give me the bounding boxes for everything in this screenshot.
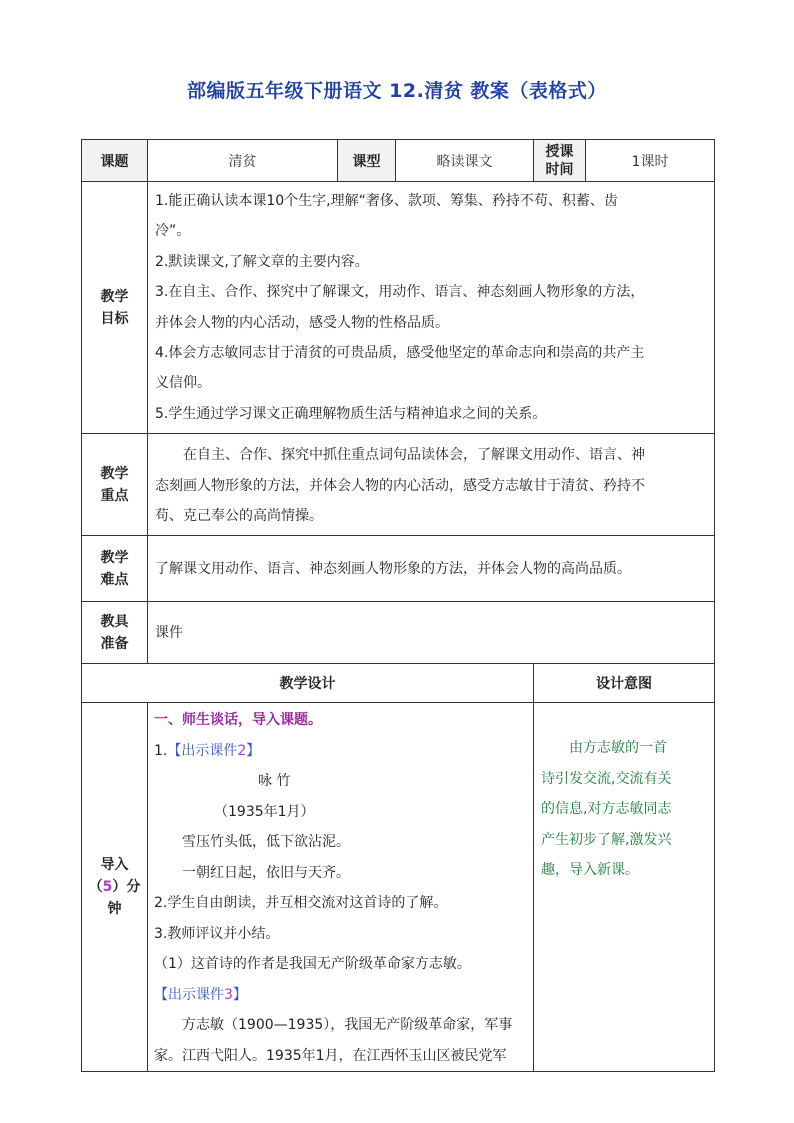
section-label-line3: 钟 [107,901,122,918]
intent-line: 由方志敏的一首 [569,740,667,757]
intent-line: 趣，导入新课。 [541,862,639,879]
goal-line: 冷”。 [155,223,191,240]
courseware-bracket: 】 [232,986,247,1003]
difficulties-content: 了解课文用动作、语言、神态刻画人物形象的方法，并体会人物的高尚品质。 [148,536,715,602]
design-header-row [82,664,715,703]
difficulties-row [82,536,715,602]
page-title: 部编版五年级下册语文 12.清贫 教案（表格式） [187,80,607,102]
difficulties-label-line1: 教学 [100,549,129,566]
topic-label: 课题 [82,140,148,182]
key-point-line: 在自主、合作、探究中抓住重点词句品读体会，了解课文用动作、语言、神 [183,447,645,464]
section-label-line2 [82,876,147,898]
courseware-number: 2 [237,742,247,759]
key-point-line: 苟、克己奉公的高尚情操。 [155,508,323,525]
tools-label-line1: 教具 [100,613,129,630]
design-line: 方志敏（1900—1935），我国无产阶级革命家，军事 [182,1017,513,1034]
design-line: 家。江西弋阳人。1935年1月，在江西怀玉山区被民党军 [154,1047,507,1064]
goal-line: 1.能正确认读本课10个生字,理解“奢侈、款项、筹集、矜持不苟、积蓄、齿 [155,193,618,209]
goal-line: 4.体会方志敏同志甘于清贫的可贵品质，感受他坚定的革命志向和崇高的共产主 [155,345,645,362]
topic-value: 清贫 [148,140,338,182]
section-label-line1: 导入 [100,857,129,874]
goals-row [82,182,715,434]
goal-line: 义信仰。 [155,375,211,392]
time-label-line1: 授课 [545,143,574,160]
key-point-line: 态刻画人物形象的方法，并体会人物的内心活动，感受方志敏甘于清贫、矜持不 [155,477,645,494]
section-minutes: 5 [102,879,113,896]
time-value: 1课时 [586,140,715,182]
intent-line: 诗引发交流,交流有关 [541,770,672,787]
poem-line: 雪压竹头低，低下欲沾泥。 [182,834,350,851]
intent-content [534,703,715,1072]
design-line [154,736,527,767]
lesson-plan-table [81,139,715,1072]
key-points-label-line2: 重点 [100,487,129,504]
type-value: 略读课文 [396,140,534,182]
header-row [82,140,715,182]
type-label: 课型 [338,140,396,182]
poem-line: 一朝红日起，依旧与天齐。 [182,864,350,881]
design-line: （1）这首诗的作者是我国无产阶级革命家方志敏。 [154,956,471,973]
intent-line: 产生初步了解,激发兴 [541,831,672,848]
difficulties-label [82,536,148,602]
courseware-link[interactable]: 【出示课件 [154,986,224,1003]
key-points-label [82,434,148,536]
difficulties-label-line2: 难点 [100,571,129,588]
goals-label-line2: 目标 [100,310,129,327]
intent-header: 设计意图 [534,664,715,703]
intent-line: 的信息,对方志敏同志 [541,801,672,818]
key-points-row [82,434,715,536]
goals-content [148,182,715,434]
goal-line: 5.学生通过学习课文正确理解物质生活与精神追求之间的关系。 [155,405,547,422]
design-line [154,980,527,1011]
goal-line: 2.默读课文,了解文章的主要内容。 [155,253,369,270]
section-label [82,703,148,1072]
goals-label [82,182,148,434]
goals-label-line1: 教学 [100,288,129,305]
courseware-number: 3 [224,986,233,1003]
time-label-line2: 时间 [545,161,574,178]
goal-line: 并体会人物的内心活动，感受人物的性格品质。 [155,314,449,331]
tools-label-line2: 准备 [100,635,129,652]
section-unit: ）分 [112,879,141,896]
key-points-content [148,434,715,536]
time-label [534,140,586,182]
poem-date: （1935年1月） [214,803,315,820]
section-paren: （ [88,879,103,896]
courseware-link[interactable]: 【出示课件 [167,742,238,759]
design-heading: 一、师生谈话，导入课题。 [154,712,322,729]
design-line: 3.教师评议并小结。 [154,925,280,942]
design-content [148,703,534,1072]
design-body-row [82,703,715,1072]
poem-title: 咏 竹 [258,773,291,790]
tools-row [82,602,715,664]
design-line-number: 1. [154,742,168,759]
design-header: 教学设计 [82,664,534,703]
tools-label [82,602,148,664]
tools-content: 课件 [148,602,715,664]
courseware-bracket: 】 [246,742,261,759]
key-points-label-line1: 教学 [100,465,129,482]
design-line: 2.学生自由朗读，并互相交流对这首诗的了解。 [154,895,448,912]
goal-line: 3.在自主、合作、探究中了解课文，用动作、语言、神态刻画人物形象的方法， [155,284,645,301]
